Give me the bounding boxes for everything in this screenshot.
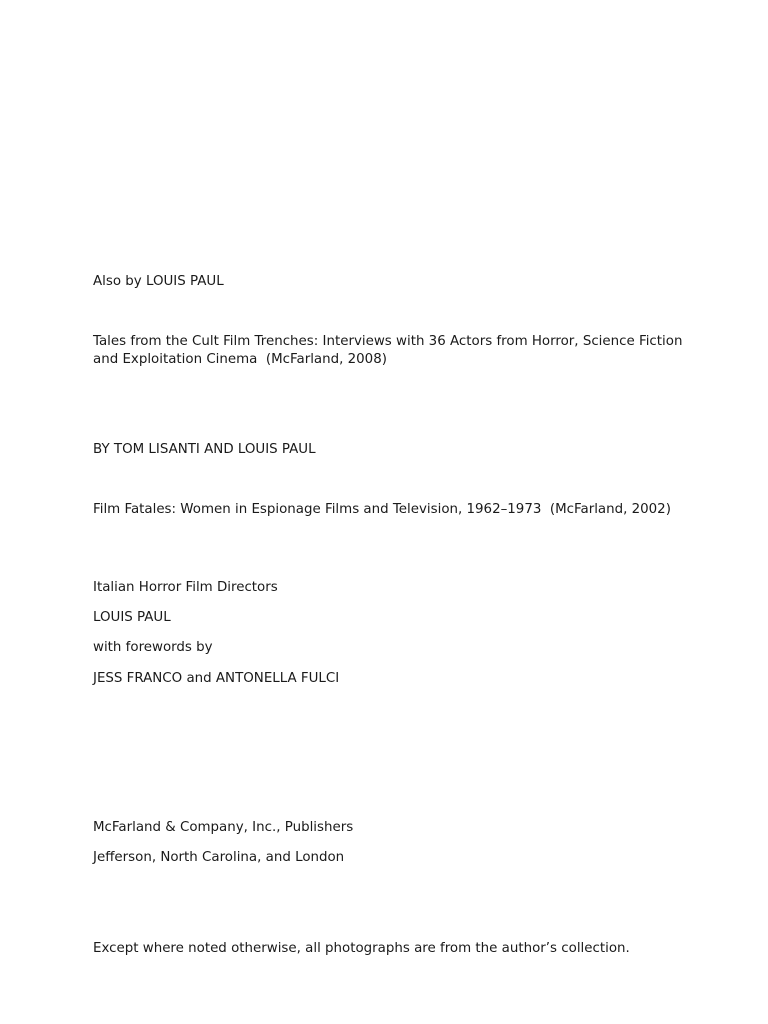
publisher-name: McFarland & Company, Inc., Publishers bbox=[93, 820, 354, 835]
co-authored-heading: BY TOM LISANTI AND LOUIS PAUL bbox=[93, 442, 316, 457]
photo-credit: Except where noted otherwise, all photographs are from the author’s collection. bbox=[93, 941, 630, 956]
also-by-heading: Also by LOUIS PAUL bbox=[93, 274, 224, 289]
book-author: LOUIS PAUL bbox=[93, 610, 171, 625]
forewords-label: with forewords by bbox=[93, 640, 213, 655]
also-by-book: Tales from the Cult Film Trenches: Interviews with 36 Actors from Horror, Science Fiction and Exploitation Cinema (McFarland, 2008) bbox=[93, 334, 683, 367]
forewords-authors: JESS FRANCO and ANTONELLA FULCI bbox=[93, 671, 340, 686]
book-title: Italian Horror Film Directors bbox=[93, 580, 278, 595]
publisher-location: Jefferson, North Carolina, and London bbox=[93, 850, 345, 865]
co-authored-book: Film Fatales: Women in Espionage Films and Television, 1962–1973 (McFarland, 2002) bbox=[93, 502, 671, 517]
